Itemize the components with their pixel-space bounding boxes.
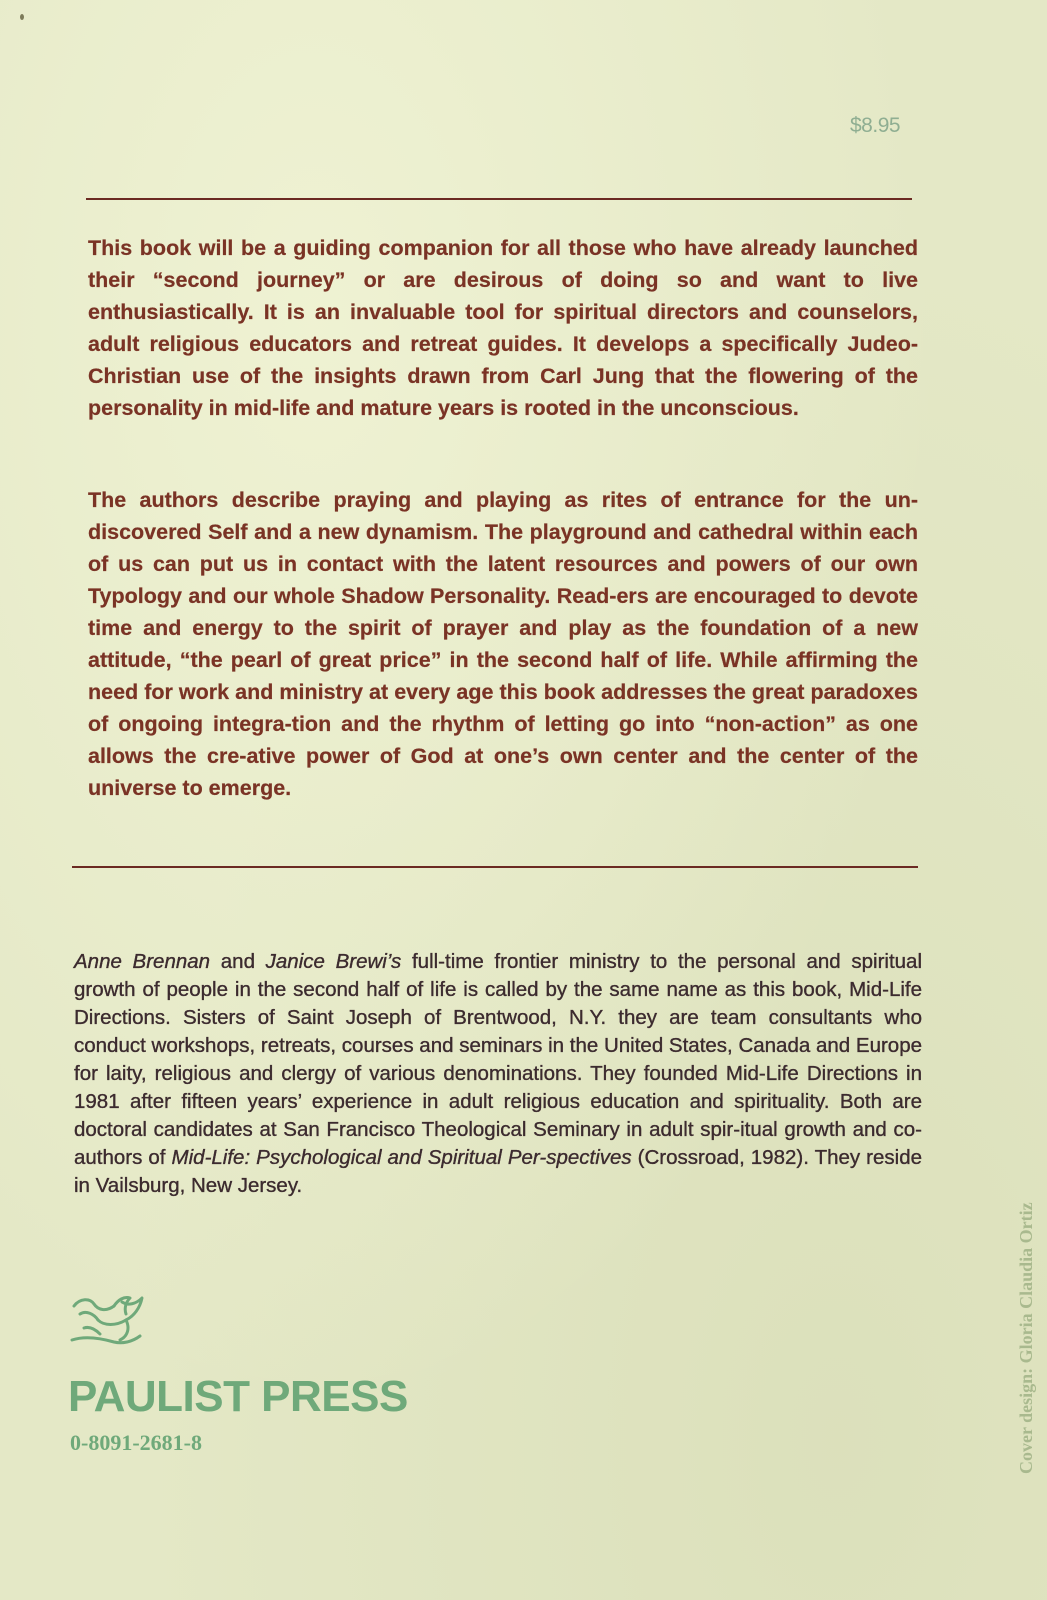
bio-connector: and: [210, 950, 266, 973]
print-speck: [20, 14, 24, 20]
publisher-name: PAULIST PRESS: [68, 1372, 408, 1421]
author-name-1: Anne Brennan: [74, 950, 211, 973]
price-label: $8.95: [850, 114, 901, 137]
blurb-paragraph-1: This book will be a guiding companion for all those who have already launched their “second journey” or are desirous of doing so and want to live enthusiastically. It is an invaluable tool for spiritual directors and counselors, adult religious educators and retreat guides. It develops a specifically Judeo-Christian use of the insights drawn from Carl Jung that the flowering of the personality in mid-life and mature years is rooted in the unconscious.: [88, 236, 918, 420]
isbn-number: 0-8091-2681-8: [70, 1430, 202, 1455]
cover-design-credit: Cover design: Gloria Claudia Ortiz: [1016, 1202, 1036, 1474]
author-bio: [74, 948, 922, 1200]
middle-divider: [72, 866, 918, 868]
top-divider: [86, 198, 912, 200]
bio-text-1: full-time frontier ministry to the personal and spiritual growth of people in the second half of life is called by the same name as this book, Mid-Life Directions. Sisters of Saint Joseph of Brentwood, N.Y. they are team consultants who conduct workshops, retreats, courses and seminars in the United States, Canada and Europe for laity, religious and clergy of various denominations. They founded Mid-Life Directions in 1981 after fifteen years’ experience in adult religious education and spirituality. Both are doctoral candidates at San Francisco Theological Seminary in adult spir-itual growth and co-authors of: [74, 950, 923, 1169]
dove-logo-icon: [70, 1292, 146, 1348]
bio-text-2: (Crossroad, 1982). They reside in Vailsburg, New Jersey.: [74, 1146, 922, 1197]
author-name-2: Janice Brewi’s: [265, 950, 402, 973]
blurb-paragraph-2: The authors describe praying and playing as rites of entrance for the un-discovered Self and a new dynamism. The playground and cathedral within each of us can put us in contact with the latent resources and powers of our own Typology and our whole Shadow Personality. Read-ers are encouraged to devote time and energy to the spirit of prayer and play as the foundation of a new attitude, “the pearl of great price” in the second half of life. While affirming the need for work and ministry at every age this book addresses the great paradoxes of ongoing integra-tion and the rhythm of letting go into “non-action” as one allows the cre-ative power of God at one’s own center and the center of the universe to emerge.: [88, 488, 918, 800]
bio-book-title: Mid-Life: Psychological and Spiritual Per-spectives: [171, 1146, 632, 1169]
